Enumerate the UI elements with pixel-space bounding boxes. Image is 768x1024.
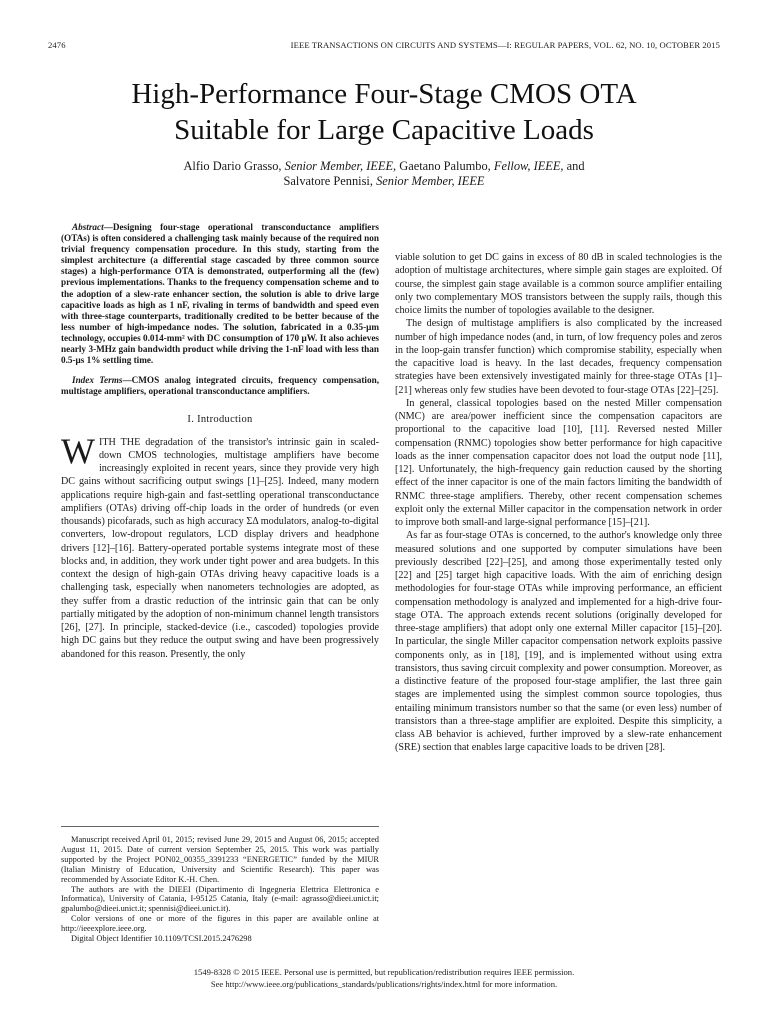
first-page-footnotes xyxy=(61,826,379,944)
right-column xyxy=(395,251,722,755)
copyright-line-1: 1549-8328 © 2015 IEEE. Personal use is permitted, but republication/redistribution requires IEEE permission. xyxy=(193,967,575,977)
author-role: Fellow, IEEE, xyxy=(493,159,564,173)
body-paragraph: The design of multistage amplifiers is also complicated by the increased number of high impedance nodes (and, in turn, of low frequency poles and zeros in the loop-gain transfer function) which compromise stability, especially when the capacitive load is heavy. In the last decades, frequency compensation strategies have been extensively investigated mainly for three-stage OTAs [1]–[21] whereas only few studies have been devoted to four-stage OTAs [22]–[25]. xyxy=(395,318,722,396)
author-role: Senior Member, IEEE xyxy=(376,174,485,188)
author-conjunction: and xyxy=(566,159,585,173)
intro-text: ITH THE degradation of the transistor's intrinsic gain in scaled-down CMOS technologies, multistage amplifiers have become increasingly exploited in recent years, since they provide very high DC gains without sacrificing output swings [1]–[25]. Indeed, many modern applications require high-gain and fast-settling operational transconductance amplifiers (OTAs) driving off-chip loads in the order of hundreds (or even thousands) picofarads, such as high accuracy ΣΔ modulators, analog-to-digital converters, low-dropout regulators, LCD display drivers and headphone drivers [12]–[16]. Battery-operated portable systems integrate most of these blocks and, in addition, they work under tight power and area budgets. In this context the design of high-gain OTAs driving heavy capacitive loads is a challenging task, especially when nanometers technologies are adopted, as they suffer from a drastic reduction of the intrinsic gain that can be only partially mitigated by the adoption of non-minimum channel length transistors [26], [27]. In principle, stacked-device (i.e., cascoded) topologies provide high DC gains but they reduce the output swing and have been progressively abandoned for this reason. Presently, the only xyxy=(61,436,379,660)
title-block xyxy=(40,76,728,189)
index-terms-text: —CMOS analog integrated circuits, frequency compensation, multistage amplifiers, operational transconductance amplifiers. xyxy=(61,375,379,397)
body-paragraph: In general, classical topologies based on the nested Miller compensation (NMC) are area/power inefficient since the compensation capacitors are proportional to the capacitive load [10], [11]. Reversed nested Miller compensation (RNMC) topologies show better performance for high capacitive loads as the inner compensation capacitor does not load the output node [11], [12]. Unfortunately, the high-frequency gain reduction caused by the shorting effect of the inner capacitor is one of the main factors limiting the bandwidth of RNMC three-stage amplifiers. Thereby, other recent compensation schemes exploit only the external Miller capacitor in the compensation network in order to improve both small-and large-signal performance [15]–[21]. xyxy=(395,397,722,528)
left-column xyxy=(61,222,379,661)
page-number: 2476 xyxy=(48,40,66,50)
section-heading: I. Introduction xyxy=(187,414,253,426)
author-name: Salvatore Pennisi, xyxy=(283,174,373,188)
footnote-manuscript: Manuscript received April 01, 2015; revised June 29, 2015 and August 06, 2015; accepted August 11, 2015. Date of current version September 25, 2015. This work was partially supported by the Project PON02_00355_3391233 “ENERGETIC” funded by the MIUR (Italian Ministry of Education, University and Scientific Research). This paper was recommended by Associate Editor K.-H. Chen. xyxy=(61,835,379,884)
body-paragraph: As far as four-stage OTAs is concerned, to the author's knowledge only three measured solutions and one supported by computer simulations have been previously described [22]–[25], and among those experimentally tested only [22] and [25] target high capacitive loads. With the aim of enriching design methodologies for four-stage OTAs while improving performance, an efficient compensation methodology is analyzed and implemented for a high-drive four-stage OTA. The approach extends recent solutions (originally developed for three-stage amplifiers) that adopt only one external Miller capacitor [15]–[20]. In particular, the single Miller capacitor compensation network exploits passive components only, as in [18], [19], and is implemented without using extra transistors, thus saving circuit complexity and power consumption. Moreover, as a distinctive feature of the proposed four-stage amplifier, the last three gain stages are implemented using the simplest common source topologies, thus entailing minimum transistors number so that the same (or even less) number of transistors than a three-stage amplifier are exploited. Despite this simplicity, a class AB behavior is achieved, further improved by a slew-rate enhancement (SRE) section that enables large capacitive loads to be driven [28]. xyxy=(395,530,722,754)
title-line-2: Suitable for Large Capacitive Loads xyxy=(174,114,594,146)
title-line-1: High-Performance Four-Stage CMOS OTA xyxy=(131,78,637,110)
drop-cap: W xyxy=(61,430,95,471)
author-name: Gaetano Palumbo, xyxy=(399,159,491,173)
author-list xyxy=(40,159,728,189)
paper-title xyxy=(40,76,728,148)
abstract-text: —Designing four-stage operational transconductance amplifiers (OTAs) is often considered a challenging task mainly because of the required non trivial frequency compensation procedure. In this study, starting from the simplest architecture (a differential stage cascaded by three common source stages) a high-performance OTA is demonstrated, outperforming all the (few) previous implementations. Thanks to the frequency compensation scheme and to the adoption of a slew-rate enhancer section, the solution is able to drive large capacitive loads as high as 1 nF, rivaling in terms of bandwidth and speed even with three-stage counterparts, traditionally credited to be better because of the less number of high-impedance nodes. The solution, fabricated in a 0.35-μm technology, occupies 0.014-mm² with DC consumption of 170 μW. It also achieves nearly 3-MHz gain bandwidth product while driving the 1-nF load with less than 0.5-μs 1% settling time. xyxy=(61,222,379,366)
body-paragraph: viable solution to get DC gains in excess of 80 dB in scaled technologies is the adoption of multistage architectures, where simple gain stages are exploited. Of course, the simplest gain stage available is a common source amplifier entailing only two complementary MOS transistors between the supply rails, though this choice limits the number of topologies available to the designer. xyxy=(395,252,722,316)
author-role: Senior Member, IEEE, xyxy=(284,159,397,173)
copyright-notice xyxy=(40,967,728,990)
running-head xyxy=(48,40,720,50)
footnote-affiliation: The authors are with the DIEEI (Dipartimento di Ingegneria Elettrica Elettronica e Informatica), University of Catania, I-95125 Catania, Italy (e-mail: agrasso@dieei.unict.it; gpalumbo@dieei.unict.it; spennisi@dieei.unict.it). xyxy=(61,884,379,914)
author-name: Alfio Dario Grasso, xyxy=(183,159,282,173)
journal-title: IEEE TRANSACTIONS ON CIRCUITS AND SYSTEMS—I: REGULAR PAPERS, VOL. 62, NO. 10, OCTOBER 2015 xyxy=(290,40,720,50)
index-terms-label: Index Terms xyxy=(72,375,123,386)
footnote-color: Color versions of one or more of the figures in this paper are available online at http://ieeexplore.ieee.org. xyxy=(61,914,379,934)
abstract xyxy=(61,222,379,366)
footnote-doi: Digital Object Identifier 10.1109/TCSI.2015.2476298 xyxy=(71,934,252,944)
abstract-label: Abstract xyxy=(72,222,104,232)
copyright-line-2: See http://www.ieee.org/publications_standards/publications/rights/index.html for more information. xyxy=(210,978,558,989)
index-terms xyxy=(61,375,379,397)
intro-paragraph xyxy=(61,430,379,661)
